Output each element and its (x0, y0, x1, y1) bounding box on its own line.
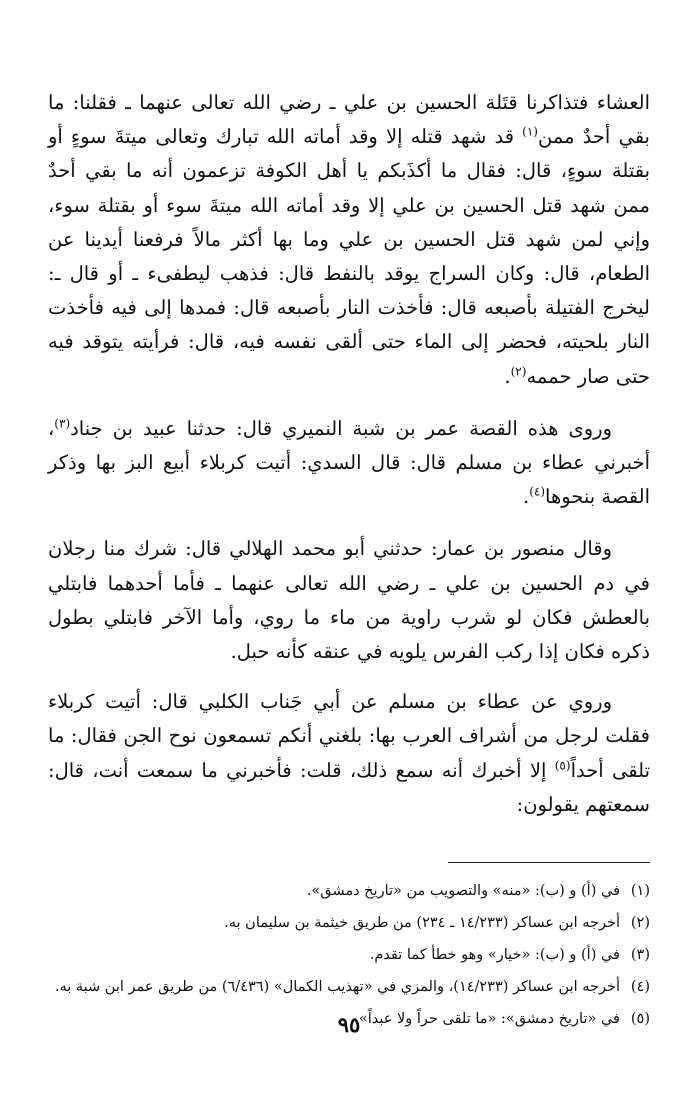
footnote-text: في (أ) و (ب): «خيار» وهو خطأ كما تقدم. (369, 947, 620, 964)
footnote-number: (٣) (630, 947, 650, 964)
paragraph-3-text: وقال منصور بن عمار: حدثني أبو محمد الهلالي قال: شرك منا رجلان في دم الحسين بن علي ـ رضي الله تعالى عنهما ـ فأما أحدهما فابتلي بالعطش فكان لو شرب راوية من ماء ما روي، وأما الآخر فابتلي بطول ذكره فكان إذا ركب الفرس يلويه في عنقه كأنه حبل. (48, 537, 650, 664)
footnote-ref-2[interactable]: (٢) (510, 364, 527, 379)
footnote-ref-5[interactable]: (٥) (554, 758, 571, 773)
footnote-divider (448, 862, 650, 863)
footnote-2 (48, 909, 650, 937)
paragraph-4 (48, 685, 650, 822)
footnote-number: (٥) (630, 1011, 650, 1028)
paragraph-1-end: . (504, 364, 511, 388)
footnote-text: في (أ) و (ب): «منه» والتصويب من «تاريخ دمشق». (306, 883, 620, 900)
footnote-text: في «تاريخ دمشق»: «ما تلقى حراً ولا عبداً». (354, 1011, 620, 1028)
footnotes (48, 877, 650, 1033)
footnote-number: (٤) (630, 979, 650, 996)
paragraph-2-end: . (522, 485, 530, 509)
footnote-3 (48, 941, 650, 969)
paragraph-3 (48, 532, 650, 669)
footnote-text: أخرجه ابن عساكر (١٤/٢٣٣)، والمزي في «تهذيب الكمال» (٦/٤٣٦) من طريق عمر ابن شبة به. (54, 979, 620, 996)
paragraph-1 (48, 86, 650, 394)
paragraph-4-text-1: وروي عن عطاء بن مسلم عن أبي جَناب الكلبي قال: أتيت كربلاء فقلت لرجل من أشراف العرب بها: بلغني أنكم تسمعون نوح الجن فقال: ما تلقى أحداً (48, 690, 650, 782)
paragraph-2 (48, 412, 650, 515)
footnote-ref-4[interactable]: (٤) (529, 484, 546, 499)
footnote-ref-3[interactable]: (٣) (54, 416, 71, 431)
footnote-text: أخرجه ابن عساكر (١٤/٢٣٣ ـ ٢٣٤) من طريق خيثمة بن سليمان به. (224, 915, 620, 932)
footnote-4 (48, 973, 650, 1001)
footnote-1 (48, 877, 650, 905)
paragraph-4-text-2: إلا أخبرك أنه سمع ذلك، قلت: فأخبرني ما سمعت أنت، قال: سمعتهم يقولون: (48, 758, 650, 816)
footnote-number: (١) (630, 883, 650, 900)
footnote-number: (٢) (630, 915, 650, 932)
footnote-ref-1[interactable]: (١) (522, 124, 538, 139)
paragraph-1-text-2: قد شهد قتله إلا وقد أماته الله تبارك وتعالى ميتةَ سوءٍ أو بقتلة سوءٍ، قال: فقال ما أكذَبكم يا أهل الكوفة تزعمون أنه ما بقي أحدٌ ممن شهد قتل الحسين بن علي إلا وقد أماته الله ميتةَ سوء أو بقتلة سوء، وإني لمن شهد قتل الحسين بن علي وما بها أكثر مالاً فرفعنا أيدينا عن الطعام، قال: وكان السراج يوقد بالنفط قال: فذهب ليطفىء ـ أو قال ـ: ليخرج الفتيلة بأصبعه قال: فأخذت النار بأصبعه قال: فمدها إلى فيه فأخذت النار بلحيته، فحضر إلى الماء حتى ألقى نفسه فيه، قال: فرأيته يتوقد فيه حتى صار حممه (48, 125, 650, 388)
page-number: ٩٥ (337, 1012, 361, 1037)
paragraph-2-text-2: ، أخبرني عطاء بن مسلم قال: قال السدي: أتيت كربلاء أبيع البز بها وذكر القصة بنحوها (48, 416, 650, 509)
main-text (48, 86, 650, 822)
paragraph-2-text-1: وروى هذه القصة عمر بن شبة النميري قال: حدثنا عبيد بن جناد (70, 416, 612, 440)
paragraph-1-text-1: العشاء فتذاكرنا قتَلة الحسين بن علي ـ رضي الله تعالى عنهما ـ فقلنا: ما بقي أحدٌ ممن (48, 91, 650, 149)
